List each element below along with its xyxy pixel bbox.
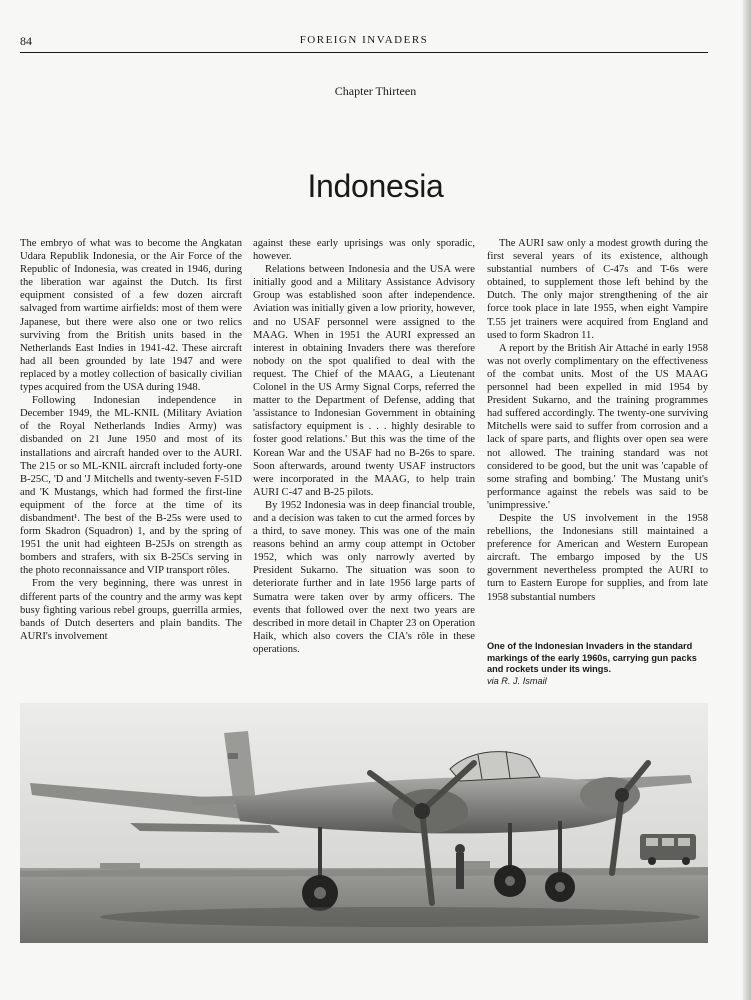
header-rule — [20, 52, 708, 53]
text-column-3 — [487, 237, 708, 604]
paragraph: Relations between Indonesia and the USA were initially good and a Military Assistance Advisory Group was established soon after independence. Aviation was initially given a low priority, however, and no USAF personnel were assigned to the MAAG. When in 1951 the AURI expressed an interest in obtaining Invaders there was therefore nobody on the spot qualified to deal with the request. The Chief of the MAAG, a Lieutenant Colonel in the US Army Signal Corps, referred the matter to the Department of Defense, adding that 'assistance to Indonesian Government in obtaining satisfactory equipment is . . . highly desirable to foster good relations.' But this was the time of the Korean War and the USAF had no B-26s to spare. Soon afterwards, around twenty USAF instructors were incorporated in the MAAG, to help train AURI C-47 and B-25 pilots. — [253, 264, 475, 498]
paragraph: The embryo of what was to become the Angkatan Udara Republik Indonesia, or the Air Force of the Republic of Indonesia, was created in 1946, during the liberation war against the Dutch. Its first equipment consisted of a few dozen aircraft salvaged from wartime airfields: most of them were Japanese, but there were also one or two relics surviving from the British units based in the Netherlands East Indies in 1941-42. These aircraft had all been grounded by late 1947 and were replaced by a motley collection of basically civilian types acquired from the USA during 1948. — [20, 238, 242, 394]
caption-text: One of the Indonesian Invaders in the standard markings of the early 1960s, carrying gun packs and rockets under its wings. — [487, 641, 697, 674]
paragraph: From the very beginning, there was unrest in different parts of the country and the army was kept busy fighting various rebel groups, guerrilla armies, bands of Dutch deserters and plain bandits. The AURI's involvement — [20, 578, 242, 642]
page-edge-shadow — [743, 0, 751, 1000]
text-column-2 — [253, 237, 475, 656]
paragraph: The AURI saw only a modest growth during the first several years of its existence, although substantial numbers of C-47s and T-6s were obtained, to supplement those left behind by the Dutch. The only major strengthening of the air force took place in late 1955, when eight Vampire T.55 jet trainers were acquired from England and used to form Skadron 11. — [487, 238, 708, 341]
text-column-1 — [20, 237, 242, 643]
paragraph: Despite the US involvement in the 1958 rebellions, the Indonesians still maintained a preference for American and Western European aircraft. The embargo imposed by the US government nevertheless prompted the AURI to turn to Eastern Europe for supplies, and from late 1958 substantial numbers — [487, 512, 708, 603]
paragraph: against these early uprisings was only sporadic, however. — [253, 238, 475, 263]
chapter-title: Indonesia — [307, 168, 444, 204]
paragraph: A report by the British Air Attaché in early 1958 was not overly complimentary on the effectiveness of the combat units. Most of the US MAAG personnel had been expelled in mid 1954 by President Sukarno, and the training programmes had suffered accordingly. The twenty-one surviving Mitchells were said to suffer from corrosion and a lack of spare parts, and flights over open sea were not allowed. The training standard was not considered to be good, but the unit was 'capable of some strafing and bombing.' The Mustang unit's performance against the rebels was said to be 'unimpressive.' — [487, 342, 708, 511]
running-header — [20, 34, 708, 50]
paragraph: By 1952 Indonesia was in deep financial trouble, and a decision was taken to cut the armed forces by a third, to save money. This was one of the main reasons behind an army coup attempt in October 1952, which was only narrowly averted by President Sukarno. The situation was soon to deteriorate further and in late 1956 large parts of Sumatra were taken over by army officers. The events that followed over the next two years are described in more detail in Chapter 23 on Operation Haik, which also covers the CIA's rôle in these operations. — [253, 499, 475, 655]
photo-caption — [487, 641, 708, 687]
photo-credit: via R. J. Ismail — [487, 675, 547, 686]
paragraph: Following Indonesian independence in December 1949, the ML-KNIL (Military Aviation of the Royal Netherlands Indies Army) was disbanded on 21 June 1950 and most of its installations and aircraft handed over to the AURI. The 215 or so ML-KNIL aircraft included forty-one B-25C, 'D and 'J Mitchells and twenty-seven F-51D and 'K Mustangs, which had formed the first-line equipment of the force at the time of its disbandment¹. The best of the B-25s were used to form Skadron (Squadron) 1, and by the spring of 1951 the unit had eighteen B-25Js on strength as bombers and strafers, with six B-25Cs serving in the photo reconnaissance and VIP transport rôles. — [20, 395, 242, 577]
chapter-label: Chapter Thirteen — [334, 84, 417, 98]
running-title: FOREIGN INVADERS — [299, 34, 429, 46]
page-number: 84 — [20, 34, 32, 48]
invader-aircraft-photo — [20, 703, 708, 943]
